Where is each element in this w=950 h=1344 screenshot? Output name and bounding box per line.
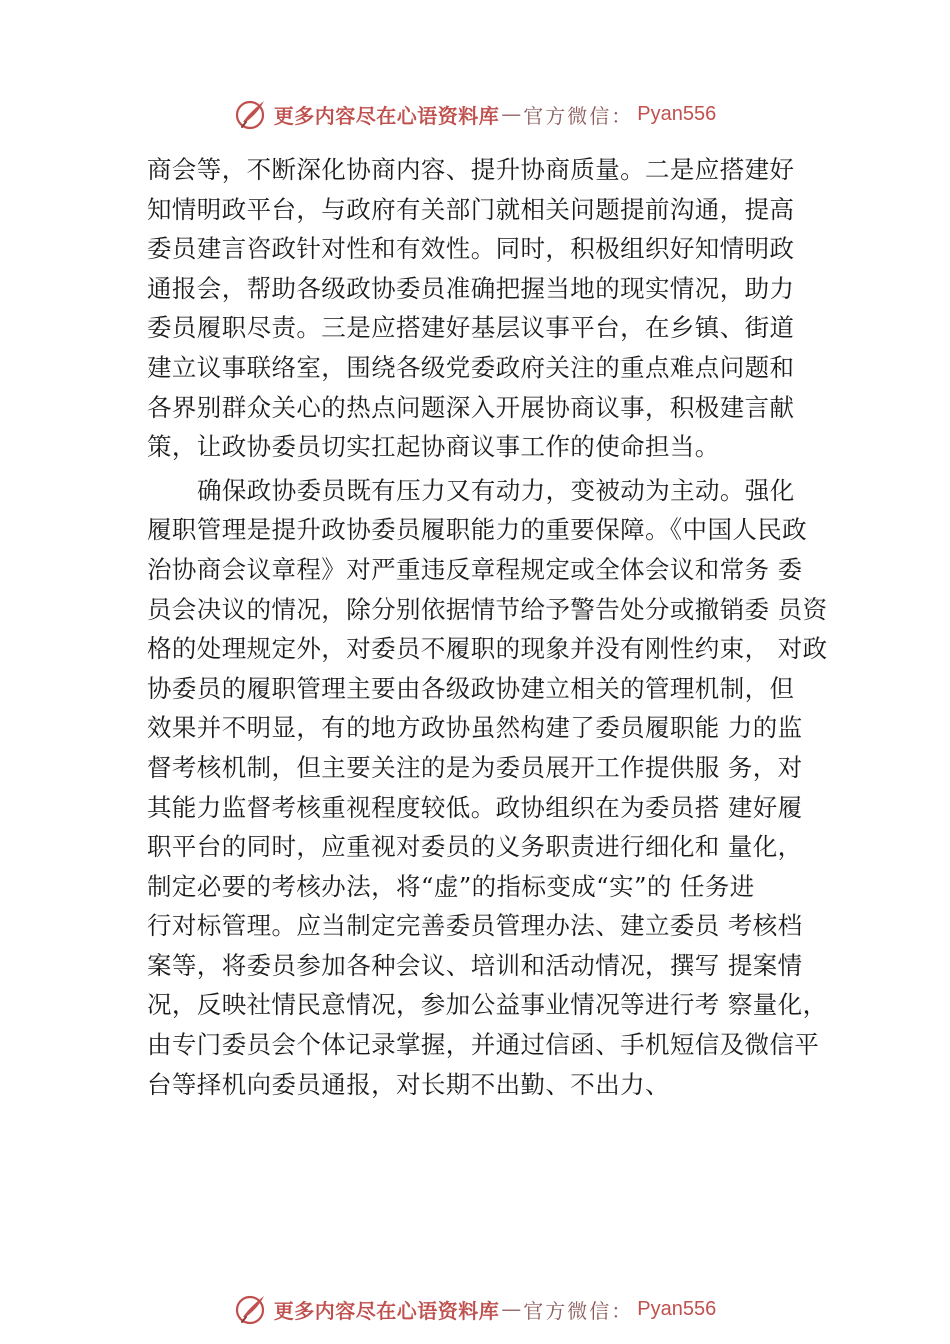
text-line: 治协商会议章程》对严重违反章程规定或全体会议和常务 委 — [147, 554, 803, 584]
footer-wechat-id: Pyan556 — [637, 1297, 717, 1320]
quill-pen-seal-icon — [234, 97, 268, 131]
header-wechat-label: 官方微信： — [523, 103, 634, 128]
text-line: 台等择机向委员通报，对长期不出勤、不出力、 — [147, 1069, 670, 1099]
header-banner — [0, 94, 950, 134]
text-line: 员会决议的情况，除分别依据情节给予警告处分或撤销委 员资 — [147, 594, 828, 624]
text-line: 委员履职尽责。三是应搭建好基层议事平台，在乡镇、街道 — [147, 313, 795, 343]
footer-banner — [0, 1289, 950, 1329]
text-line: 由专门委员会个体记录掌握，并通过信函、手机短信及微信平 — [147, 1030, 820, 1060]
footer-wechat-label: 官方微信： — [523, 1298, 634, 1323]
document-body — [147, 150, 837, 1104]
text-line: 行对标管理。应当制定完善委员管理办法、建立委员 考核档 — [147, 911, 803, 941]
text-line: 知情明政平台，与政府有关部门就相关问题提前沟通，提高 — [147, 194, 795, 224]
footer-brand-text: 更多内容尽在心语资料库 — [273, 1298, 500, 1323]
header-dash: — — [501, 102, 522, 126]
text-line: 通报会，帮助各级政协委员准确把握当地的现实情况，助力 — [147, 273, 795, 303]
quill-pen-seal-icon — [234, 1292, 268, 1326]
footer-dash: — — [501, 1297, 522, 1321]
text-line: 建立议事联络室，围绕各级党委政府关注的重点难点问题和 — [147, 352, 795, 382]
header-brand-text: 更多内容尽在心语资料库 — [273, 103, 500, 128]
paragraph-1 — [147, 150, 837, 467]
text-line: 确保政协委员既有压力又有动力，变被动为主动。强化 — [197, 475, 795, 505]
header-wechat-id: Pyan556 — [637, 102, 717, 125]
text-line: 商会等，不断深化协商内容、提升协商质量。二是应搭建好 — [147, 155, 795, 184]
text-line: 职平台的同时，应重视对委员的义务职责进行细化和 量化， — [147, 832, 803, 862]
text-line: 各界别群众关心的热点问题深入开展协商议事，积极建言献 — [147, 392, 795, 422]
text-line: 督考核机制，但主要关注的是为委员展开工作提供服 务，对 — [147, 752, 803, 782]
text-line: 协委员的履职管理主要由各级政协建立相关的管理机制，但 — [147, 673, 795, 703]
text-line: 履职管理是提升政协委员履职能力的重要保障。《中国人民政 — [147, 515, 808, 545]
text-line: 策，让政协委员切实扛起协商议事工作的使命担当。 — [147, 432, 720, 462]
text-line: 委员建言咨政针对性和有效性。同时，积极组织好知情明政 — [147, 234, 795, 264]
paragraph-2 — [147, 471, 837, 1105]
text-line: 况，反映社情民意情况，参加公益事业情况等进行考 察量化， — [147, 990, 828, 1020]
text-line: 格的处理规定外，对委员不履职的现象并没有刚性约束， 对政 — [147, 634, 828, 664]
text-line: 效果并不明显，有的地方政协虽然构建了委员履职能 力的监 — [147, 713, 803, 743]
text-line: 案等，将委员参加各种会议、培训和活动情况，撰写 提案情 — [147, 950, 803, 980]
text-line: 制定必要的考核办法，将“虚”的指标变成“实”的 任务进 — [147, 871, 755, 901]
text-line: 其能力监督考核重视程度较低。政协组织在为委员搭 建好履 — [147, 792, 803, 822]
